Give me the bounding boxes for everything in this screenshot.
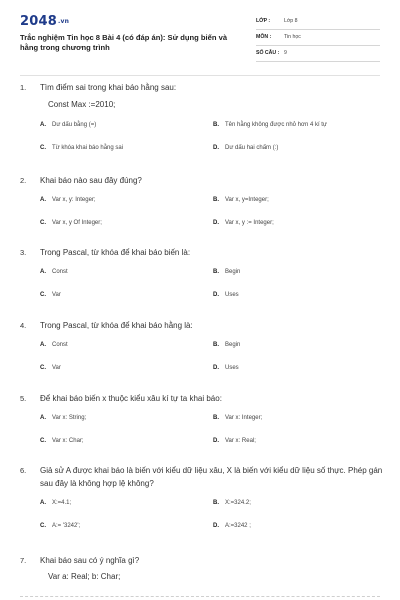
question-3 [20,246,385,317]
question-number: 1. [20,83,27,92]
option-b[interactable]: B. Begin [213,269,241,275]
option-d[interactable]: D. Var x, y := Integer; [213,220,274,226]
answer-options [20,122,385,170]
question-line [20,81,385,94]
meta-info [256,17,380,65]
option-a[interactable]: A. Const [40,269,68,275]
site-logo[interactable]: 2048.vn [20,14,70,29]
question-5 [20,392,385,463]
question-text: Trong Pascal, từ khóa để khai báo hằng là: [40,321,193,330]
question-text: Giả sử A được khai báo là biến với kiểu dữ liệu xâu, X là biến với kiểu dữ liệu số thực. Phép gán sau đây là không hợp lệ không? [40,466,383,488]
question-6 [20,464,385,548]
question-2 [20,174,385,245]
meta-value: Lớp 8 [284,18,298,24]
option-d[interactable]: D. Uses [213,365,239,371]
option-b[interactable]: B. Var x: Integer; [213,415,263,421]
question-text: Tìm điểm sai trong khai báo hằng sau: [40,83,177,92]
option-d[interactable]: D. Uses [213,292,239,298]
question-number: 4. [20,321,27,330]
question-number: 6. [20,466,27,475]
question-line [20,392,385,405]
option-a[interactable]: A. Const [40,342,68,348]
header-divider [20,75,380,76]
option-d[interactable]: D. Var x: Real; [213,438,256,444]
meta-row-subject [256,33,380,46]
logo-suffix: .vn [57,18,70,25]
option-c[interactable]: C. Var x, y Of Integer; [40,220,102,226]
option-a[interactable]: A. Dư dấu bằng (=) [40,122,97,128]
question-text: Khai báo sau có ý nghĩa gì? [40,556,140,565]
meta-row-class [256,17,380,30]
meta-label: SỐ CÂU : [256,50,280,56]
question-number: 5. [20,394,27,403]
option-c[interactable]: C. A:= '3242'; [40,523,81,529]
question-7 [20,554,385,581]
question-number: 3. [20,248,27,257]
document-header [0,0,400,70]
option-c[interactable]: C. Var x: Char; [40,438,84,444]
page-title: Trắc nghiệm Tin học 8 Bài 4 (có đáp án): Sử dụng biến và hằng trong chương trình [20,33,228,52]
option-b[interactable]: B. Tên hằng không được nhỏ hơn 4 kí tự [213,122,327,128]
answer-options [20,500,385,548]
question-4 [20,319,385,390]
question-line [20,464,385,490]
meta-label: LỚP : [256,18,271,24]
option-b[interactable]: B. Begin [213,342,241,348]
question-line [20,174,385,187]
question-line [20,246,385,259]
option-a[interactable]: A. X:=4.1; [40,500,72,506]
question-number: 7. [20,556,27,565]
option-a[interactable]: A. Var x, y: Integer; [40,197,96,203]
option-d[interactable]: D. A:=3242 ; [213,523,251,529]
question-code: Var a: Real; b: Char; [48,572,121,581]
option-c[interactable]: C. Var [40,365,61,371]
option-b[interactable]: B. X:=324.2; [213,500,251,506]
question-number: 2. [20,176,27,185]
meta-value: 9 [284,50,287,56]
question-text: Khai báo nào sau đây đúng? [40,176,142,185]
answer-options [20,269,385,317]
option-a[interactable]: A. Var x: String; [40,415,87,421]
answer-options [20,197,385,245]
option-b[interactable]: B. Var x, y=Integer; [213,197,269,203]
question-line [20,319,385,332]
meta-value: Tin học [284,34,301,40]
question-1 [20,81,385,170]
question-code: Const Max :=2010; [48,100,116,109]
meta-row-count [256,49,380,62]
answer-options [20,342,385,390]
meta-label: MÔN : [256,34,272,40]
option-c[interactable]: C. Var [40,292,61,298]
question-text: Trong Pascal, từ khóa để khai báo biến là: [40,248,191,257]
question-line [20,554,385,567]
question-text: Để khai báo biến x thuộc kiểu xâu kí tự ta khai báo: [40,394,222,403]
option-d[interactable]: D. Dư dấu hai chấm (:) [213,145,279,151]
page-cut-line [20,596,380,597]
option-c[interactable]: C. Từ khóa khai báo hằng sai [40,145,124,151]
answer-options [20,415,385,463]
